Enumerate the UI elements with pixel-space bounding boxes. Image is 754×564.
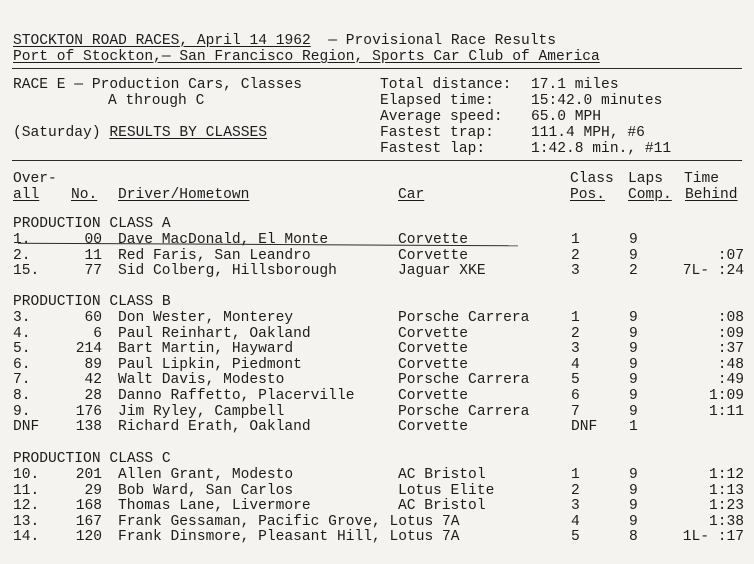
laps-cell: 9 <box>629 356 638 373</box>
laps-cell: 9 <box>629 388 638 404</box>
class-pos-cell: 3 <box>571 341 580 358</box>
number-cell: 214 <box>75 341 102 358</box>
overall-cell: 8. <box>13 388 31 404</box>
stat-label: Total distance: <box>380 77 512 93</box>
time-behind-cell: :37 <box>717 341 744 358</box>
number-cell: 201 <box>75 467 102 483</box>
driver-cell: Danno Raffetto, Placerville <box>118 388 355 404</box>
number-cell: 120 <box>75 529 102 546</box>
class-pos-cell: 4 <box>571 356 580 373</box>
time-behind-cell: 1:23 <box>708 498 744 515</box>
col-driver: Driver/Hometown <box>118 187 250 203</box>
title-line <box>13 33 556 49</box>
class-heading: PRODUCTION CLASS B <box>13 294 171 310</box>
class-pos-cell: 1 <box>571 232 580 248</box>
laps-cell: 9 <box>629 403 638 420</box>
car-cell: Jaguar XKE <box>398 263 486 280</box>
number-cell: 167 <box>75 513 102 530</box>
overall-cell: 5. <box>13 341 31 358</box>
overall-cell: 6. <box>13 356 31 373</box>
overall-cell: 11. <box>13 482 40 499</box>
laps-cell: 1 <box>629 419 638 436</box>
overall-cell: 15. <box>13 263 40 280</box>
title-suffix: — Provisional Race Results <box>328 33 556 49</box>
stat-value: 15:42.0 minutes <box>531 93 663 109</box>
overall-cell: 14. <box>13 529 40 546</box>
result-row <box>0 372 754 388</box>
car-cell: Porsche Carrera <box>398 310 530 326</box>
result-row <box>0 248 754 264</box>
number-cell: 89 <box>84 356 102 373</box>
result-row <box>0 388 754 404</box>
car-cell: Lotus Elite <box>398 482 495 499</box>
col-laps-1: Laps <box>628 171 664 187</box>
result-row <box>0 483 754 499</box>
class-pos-cell: 3 <box>571 498 580 515</box>
race-name-cont: A through C <box>108 93 205 109</box>
col-class-1: Class <box>570 171 614 187</box>
col-time-2: Behind <box>685 187 738 203</box>
car-cell: Corvette <box>398 325 469 342</box>
overall-cell: 2. <box>13 247 31 264</box>
driver-cell: Thomas Lane, Livermore <box>118 498 311 515</box>
car-cell: Porsche Carrera <box>398 403 530 420</box>
laps-cell: 9 <box>629 247 638 264</box>
number-cell: 176 <box>75 403 102 420</box>
number-cell: 60 <box>84 310 102 326</box>
time-behind-cell: :49 <box>717 372 744 389</box>
col-class-2: Pos. <box>570 187 606 203</box>
time-behind-cell: :07 <box>717 247 744 264</box>
driver-cell: Red Faris, San Leandro <box>118 247 311 264</box>
driver-cell: Richard Erath, Oakland <box>118 419 311 436</box>
car-cell: Corvette <box>398 419 469 436</box>
result-row <box>0 419 754 435</box>
header-rule <box>12 68 742 69</box>
result-row <box>0 514 754 530</box>
time-behind-cell: 1:38 <box>708 513 744 530</box>
car-cell: Corvette <box>398 388 469 404</box>
overall-cell: 7. <box>13 372 31 389</box>
overall-cell: 9. <box>13 403 31 420</box>
col-car: Car <box>398 187 425 203</box>
laps-cell: 9 <box>629 232 638 248</box>
result-row <box>0 341 754 357</box>
result-row <box>0 529 754 545</box>
class-pos-cell: 6 <box>571 388 580 404</box>
col-overall-2: all <box>13 187 40 203</box>
laps-cell: 9 <box>629 467 638 483</box>
overall-cell: 4. <box>13 325 31 342</box>
driver-cell: Bob Ward, San Carlos <box>118 482 294 499</box>
overall-cell: 12. <box>13 498 40 515</box>
class-heading: PRODUCTION CLASS C <box>13 451 171 467</box>
time-behind-cell: 1:11 <box>708 403 744 420</box>
class-pos-cell: 1 <box>571 467 580 483</box>
stat-value: 1:42.8 min., #11 <box>531 141 672 157</box>
race-title: STOCKTON ROAD RACES, April 14 1962 <box>13 33 311 49</box>
car-cell: Porsche Carrera <box>398 372 530 389</box>
class-pos-cell: DNF <box>571 419 598 436</box>
driver-cell: Paul Reinhart, Oakland <box>118 325 311 342</box>
car-cell: Corvette <box>398 247 469 264</box>
laps-cell: 9 <box>629 341 638 358</box>
driver-cell: Sid Colberg, Hillsborough <box>118 263 337 280</box>
results-line <box>13 125 267 141</box>
time-behind-cell: :48 <box>717 356 744 373</box>
stat-value: 17.1 miles <box>531 77 619 93</box>
results-by-classes: RESULTS BY CLASSES <box>109 125 267 141</box>
time-behind-cell: 1L- :17 <box>682 529 744 546</box>
overall-cell: 1. <box>13 232 31 248</box>
driver-cell: Bart Martin, Hayward <box>118 341 294 358</box>
result-row <box>0 326 754 342</box>
stat-value: 111.4 MPH, #6 <box>531 125 645 141</box>
driver-cell: Allen Grant, Modesto <box>118 467 294 483</box>
stat-label: Fastest trap: <box>380 125 494 141</box>
class-pos-cell: 2 <box>571 325 580 342</box>
laps-cell: 2 <box>629 263 638 280</box>
time-behind-cell: 7L- :24 <box>682 263 744 280</box>
result-row <box>0 404 754 420</box>
number-cell: 29 <box>84 482 102 499</box>
result-row <box>0 498 754 514</box>
car-cell: Corvette <box>398 341 469 358</box>
stat-value: 65.0 MPH <box>531 109 602 125</box>
class-pos-cell: 3 <box>571 263 580 280</box>
driver-cell: Don Wester, Monterey <box>118 310 294 326</box>
class-pos-cell: 5 <box>571 529 580 546</box>
class-pos-cell: 2 <box>571 247 580 264</box>
stats-rule <box>12 160 742 161</box>
race-day: (Saturday) <box>13 125 101 141</box>
race-name: RACE E — Production Cars, Classes <box>13 77 303 93</box>
col-no: No. <box>71 187 98 203</box>
result-row <box>0 232 754 248</box>
number-cell: 28 <box>84 388 102 404</box>
number-cell: 11 <box>84 247 102 264</box>
car-cell: AC Bristol <box>398 467 486 483</box>
laps-cell: 8 <box>629 529 638 546</box>
time-behind-cell: :09 <box>717 325 744 342</box>
number-cell: 42 <box>84 372 102 389</box>
car-cell: AC Bristol <box>398 498 486 515</box>
result-row <box>0 263 754 279</box>
stat-label: Elapsed time: <box>380 93 494 109</box>
time-behind-cell: 1:12 <box>708 467 744 483</box>
driver-cell: Frank Dinsmore, Pleasant Hill, Lotus 7A <box>118 529 460 546</box>
number-cell: 6 <box>93 325 102 342</box>
driver-cell: Walt Davis, Modesto <box>118 372 285 389</box>
laps-cell: 9 <box>629 482 638 499</box>
col-time-1: Time <box>684 171 720 187</box>
car-cell: Corvette <box>398 232 469 248</box>
car-cell: Corvette <box>398 356 469 373</box>
col-overall-1: Over- <box>13 171 57 187</box>
stat-label: Average speed: <box>380 109 503 125</box>
class-pos-cell: 4 <box>571 513 580 530</box>
time-behind-cell: 1:09 <box>708 388 744 404</box>
class-pos-cell: 7 <box>571 403 580 420</box>
number-cell: 138 <box>75 419 102 436</box>
laps-cell: 9 <box>629 498 638 515</box>
time-behind-cell: :08 <box>717 310 744 326</box>
class-pos-cell: 5 <box>571 372 580 389</box>
driver-cell: Jim Ryley, Campbell <box>118 403 285 420</box>
class-heading: PRODUCTION CLASS A <box>13 216 171 232</box>
overall-cell: 3. <box>13 310 31 326</box>
overall-cell: 10. <box>13 467 40 483</box>
number-cell: 00 <box>84 232 102 248</box>
driver-cell: Dave MacDonald, El Monte <box>118 232 329 248</box>
driver-cell: Paul Lipkin, Piedmont <box>118 356 302 373</box>
laps-cell: 9 <box>629 372 638 389</box>
stat-label: Fastest lap: <box>380 141 486 157</box>
result-row <box>0 357 754 373</box>
laps-cell: 9 <box>629 325 638 342</box>
number-cell: 77 <box>84 263 102 280</box>
col-laps-2: Comp. <box>628 187 672 203</box>
laps-cell: 9 <box>629 310 638 326</box>
overall-cell: DNF <box>13 419 40 436</box>
driver-cell: Frank Gessaman, Pacific Grove, Lotus 7A <box>118 513 460 530</box>
overall-cell: 13. <box>13 513 40 530</box>
time-behind-cell: 1:13 <box>708 482 744 499</box>
class-pos-cell: 1 <box>571 310 580 326</box>
number-cell: 168 <box>75 498 102 515</box>
class-pos-cell: 2 <box>571 482 580 499</box>
result-row <box>0 467 754 483</box>
laps-cell: 9 <box>629 513 638 530</box>
org-line: Port of Stockton,— San Francisco Region, Sports Car Club of America <box>13 49 600 65</box>
result-row <box>0 310 754 326</box>
